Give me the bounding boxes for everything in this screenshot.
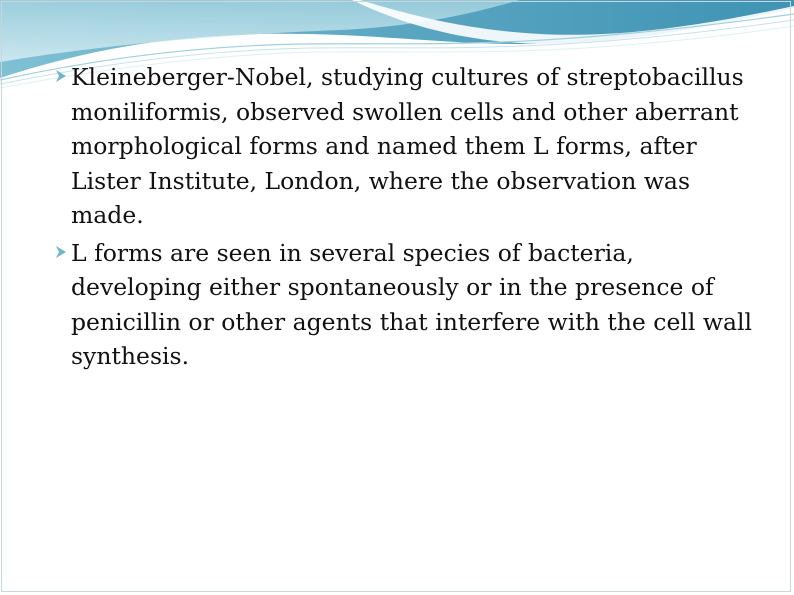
bullet-list <box>46 60 766 377</box>
bullet-item <box>46 236 766 374</box>
bullet-arrow-icon <box>55 69 67 83</box>
bullet-item <box>46 60 766 233</box>
bullet-text: Kleineberger-Nobel, studying cultures of streptobacillus moniliformis, observed swollen cells and other aberrant morphological forms and named them L forms, after Lister Institute, London, where the observation was made. <box>71 63 744 229</box>
bullet-arrow-icon <box>55 245 67 259</box>
bullet-text: L forms are seen in several species of bacteria, developing either spontaneously or in the presence of penicillin or other agents that interfere with the cell wall synthesis. <box>71 238 753 370</box>
